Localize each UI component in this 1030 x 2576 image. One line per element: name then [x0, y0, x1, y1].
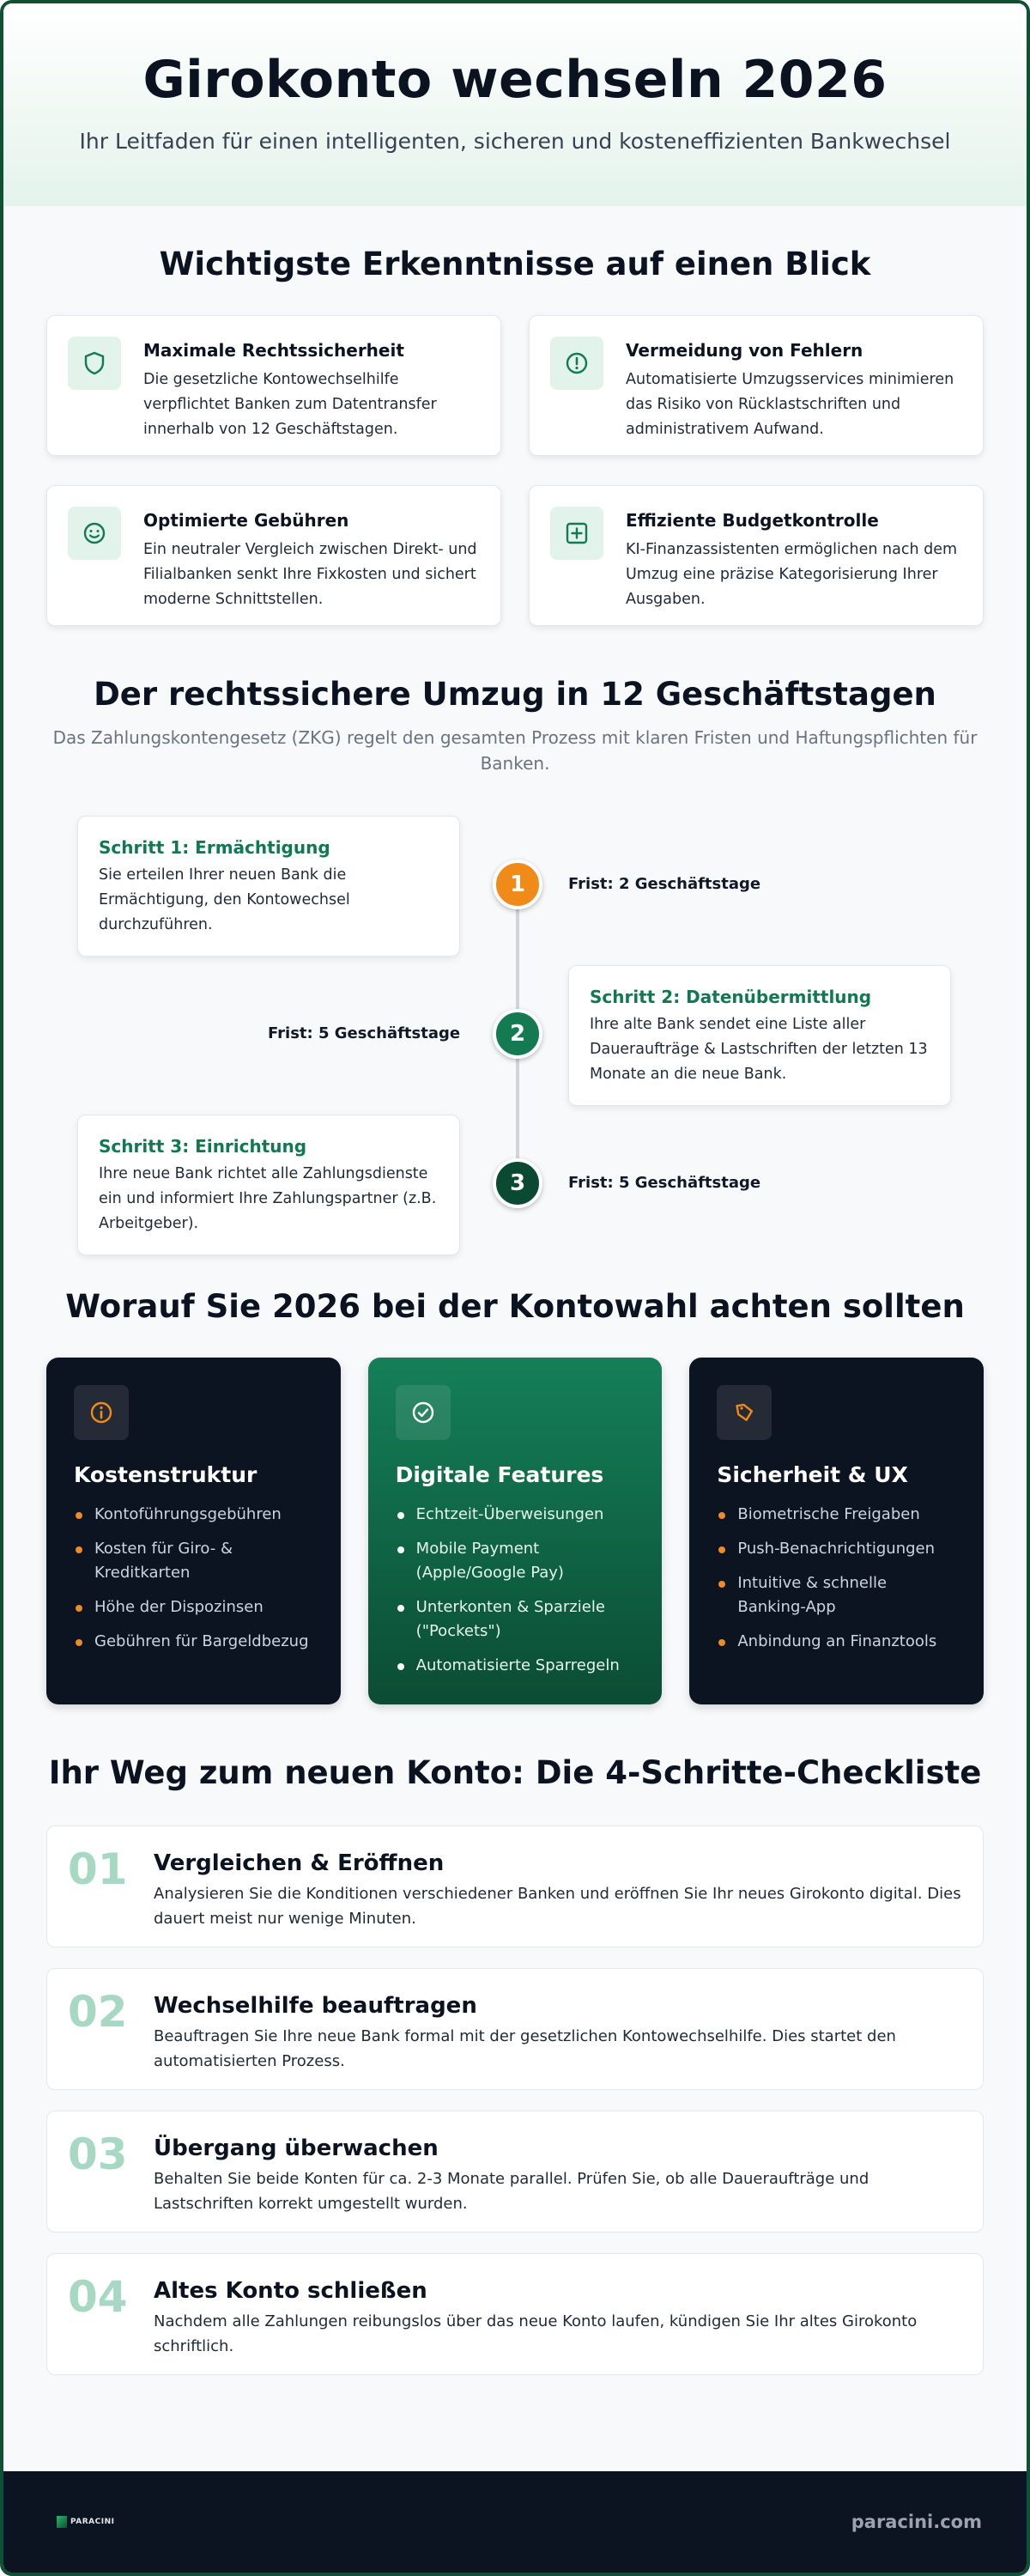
timeline-step-3-card: [77, 1115, 460, 1255]
smiley-icon: [68, 507, 121, 560]
list-item: Echtzeit-Überweisungen: [396, 1503, 635, 1527]
checklist-item-text: Behalten Sie beide Konten für ca. 2-3 Monate parallel. Prüfen Sie, ob alle Daueraufträge und Lastschriften korrekt umgestellt wurden.: [154, 2170, 869, 2213]
timeline-step-2-card: [568, 965, 951, 1106]
list-item: Kosten für Giro- & Kreditkarten: [74, 1537, 313, 1585]
logo-mark-icon: [57, 2516, 67, 2528]
checklist-number: 04: [68, 2272, 128, 2322]
fact-text: Die gesetzliche Kontowechselhilfe verpflichtet Banken zum Datentransfer innerhalb von 12 Geschäftstagen.: [143, 371, 437, 438]
checklist-item: [46, 1826, 984, 1947]
fact-title: Effiziente Budgetkontrolle: [626, 510, 879, 531]
criteria-card-title: Kostenstruktur: [74, 1462, 258, 1487]
list-item: Automatisierte Sparregeln: [396, 1654, 635, 1678]
timeline: [3, 816, 1027, 1297]
checklist-item-title: Wechselhilfe beauftragen: [154, 1993, 477, 2019]
step-3-marker: 3: [493, 1158, 542, 1208]
list-item: Kontoführungsgebühren: [74, 1503, 313, 1527]
fact-text: Ein neutraler Vergleich zwischen Direkt- und Filialbanken senkt Ihre Fixkosten und sichert moderne Schnittstellen.: [143, 541, 477, 608]
list-item: Gebühren für Bargeldbezug: [74, 1630, 313, 1654]
fact-card-errors: [529, 315, 984, 456]
step-title: Schritt 3: Einrichtung: [99, 1136, 307, 1157]
checklist-number: 02: [68, 1987, 128, 2037]
fact-card-fees: [46, 485, 501, 626]
header: [3, 3, 1027, 206]
criteria-title: Worauf Sie 2026 bei der Kontowahl achten sollten: [65, 1288, 965, 1325]
key-facts-section: [3, 246, 1027, 626]
fact-text: KI-Finanzassistenten ermöglichen nach dem Umzug eine präzise Kategorisierung Ihrer Ausgaben.: [626, 541, 958, 608]
list-item: Anbindung an Finanztools: [717, 1630, 956, 1654]
criteria-card-costs: [46, 1358, 341, 1704]
shield-icon: [68, 337, 121, 390]
criteria-card-digital: [368, 1358, 663, 1704]
checklist-item: [46, 2111, 984, 2233]
criteria-section: [3, 1288, 1027, 1704]
list-item: Biometrische Freigaben: [717, 1503, 956, 1527]
checklist-item-title: Vergleichen & Eröffnen: [154, 1850, 445, 1876]
footer: [3, 2471, 1027, 2573]
check-circle-icon: [396, 1385, 451, 1440]
step-2-marker: 2: [493, 1009, 542, 1059]
timeline-intro: Das Zahlungskontengesetz (ZKG) regelt den gesamten Prozess mit klaren Fristen und Haftungspflichten für Banken.: [52, 727, 978, 774]
timeline-title: Der rechtssichere Umzug in 12 Geschäftstagen: [94, 676, 936, 713]
step-1-deadline: Frist: 2 Geschäftstage: [568, 875, 761, 893]
page-title: Girokonto wechseln 2026: [142, 50, 888, 110]
list-item: Mobile Payment (Apple/Google Pay): [396, 1537, 635, 1585]
step-2-deadline: Frist: 5 Geschäftstage: [268, 1024, 461, 1042]
footer-site-link[interactable]: paracini.com: [851, 2512, 982, 2532]
step-text: Ihre alte Bank sendet eine Liste aller Daueraufträge & Lastschriften der letzten 13 Monate an die neue Bank.: [590, 1016, 928, 1083]
timeline-step-1-card: [77, 816, 460, 957]
step-title: Schritt 2: Datenübermittlung: [590, 987, 872, 1007]
checklist-section: [3, 1754, 1027, 2375]
list-item: Push-Benachrichtigungen: [717, 1537, 956, 1561]
list-item: Intuitive & schnelle Banking-App: [717, 1571, 956, 1619]
plus-square-icon: [550, 507, 603, 560]
checklist-item-text: Analysieren Sie die Konditionen verschiedener Banken und eröffnen Sie Ihr neues Girokonto digital. Dies dauert meist nur wenige Minuten.: [154, 1885, 961, 1928]
fact-title: Optimierte Gebühren: [143, 510, 349, 531]
checklist-item-title: Übergang überwachen: [154, 2136, 439, 2161]
paracini-logo[interactable]: [57, 2516, 114, 2528]
alert-circle-icon: [550, 337, 603, 390]
fact-title: Maximale Rechtssicherheit: [143, 340, 404, 361]
checklist-item: [46, 2253, 984, 2375]
step-title: Schritt 1: Ermächtigung: [99, 837, 330, 858]
tag-icon: [717, 1385, 772, 1440]
fact-card-budget: [529, 485, 984, 626]
criteria-card-security: [689, 1358, 984, 1704]
key-facts-title: Wichtigste Erkenntnisse auf einen Blick: [159, 246, 871, 283]
list-item: Höhe der Dispozinsen: [74, 1595, 313, 1619]
step-text: Sie erteilen Ihrer neuen Bank die Ermächtigung, den Kontowechsel durchzuführen.: [99, 866, 350, 933]
criteria-card-title: Digitale Features: [395, 1462, 604, 1487]
logo-text: PARACINI: [70, 2518, 115, 2526]
checklist-item: [46, 1968, 984, 2090]
criteria-card-title: Sicherheit & UX: [717, 1462, 908, 1487]
checklist-item-text: Nachdem alle Zahlungen reibungslos über das neue Konto laufen, kündigen Sie Ihr altes Girokonto schriftlich.: [154, 2312, 918, 2355]
fact-title: Vermeidung von Fehlern: [626, 340, 863, 361]
checklist-item-title: Altes Konto schließen: [154, 2278, 427, 2304]
list-item: Unterkonten & Sparziele ("Pockets"): [396, 1595, 635, 1643]
timeline-section: [3, 676, 1027, 1297]
checklist-number: 03: [68, 2129, 128, 2179]
step-1-marker: 1: [493, 860, 542, 909]
step-3-deadline: Frist: 5 Geschäftstage: [568, 1174, 761, 1192]
checklist-title: Ihr Weg zum neuen Konto: Die 4-Schritte-Checkliste: [48, 1754, 982, 1791]
fact-card-legal: [46, 315, 501, 456]
checklist-number: 01: [68, 1844, 128, 1894]
checklist-item-text: Beauftragen Sie Ihre neue Bank formal mit der gesetzlichen Kontowechselhilfe. Dies startet den automatisierten Prozess.: [154, 2027, 896, 2070]
fact-text: Automatisierte Umzugsservices minimieren das Risiko von Rücklastschriften und administrativem Aufwand.: [626, 371, 954, 438]
step-text: Ihre neue Bank richtet alle Zahlungsdienste ein und informiert Ihre Zahlungspartner (z.B. Arbeitgeber).: [99, 1165, 437, 1232]
page-subtitle: Ihr Leitfaden für einen intelligenten, sicheren und kosteneffizienten Bankwechsel: [79, 129, 951, 154]
info-icon: [74, 1385, 129, 1440]
